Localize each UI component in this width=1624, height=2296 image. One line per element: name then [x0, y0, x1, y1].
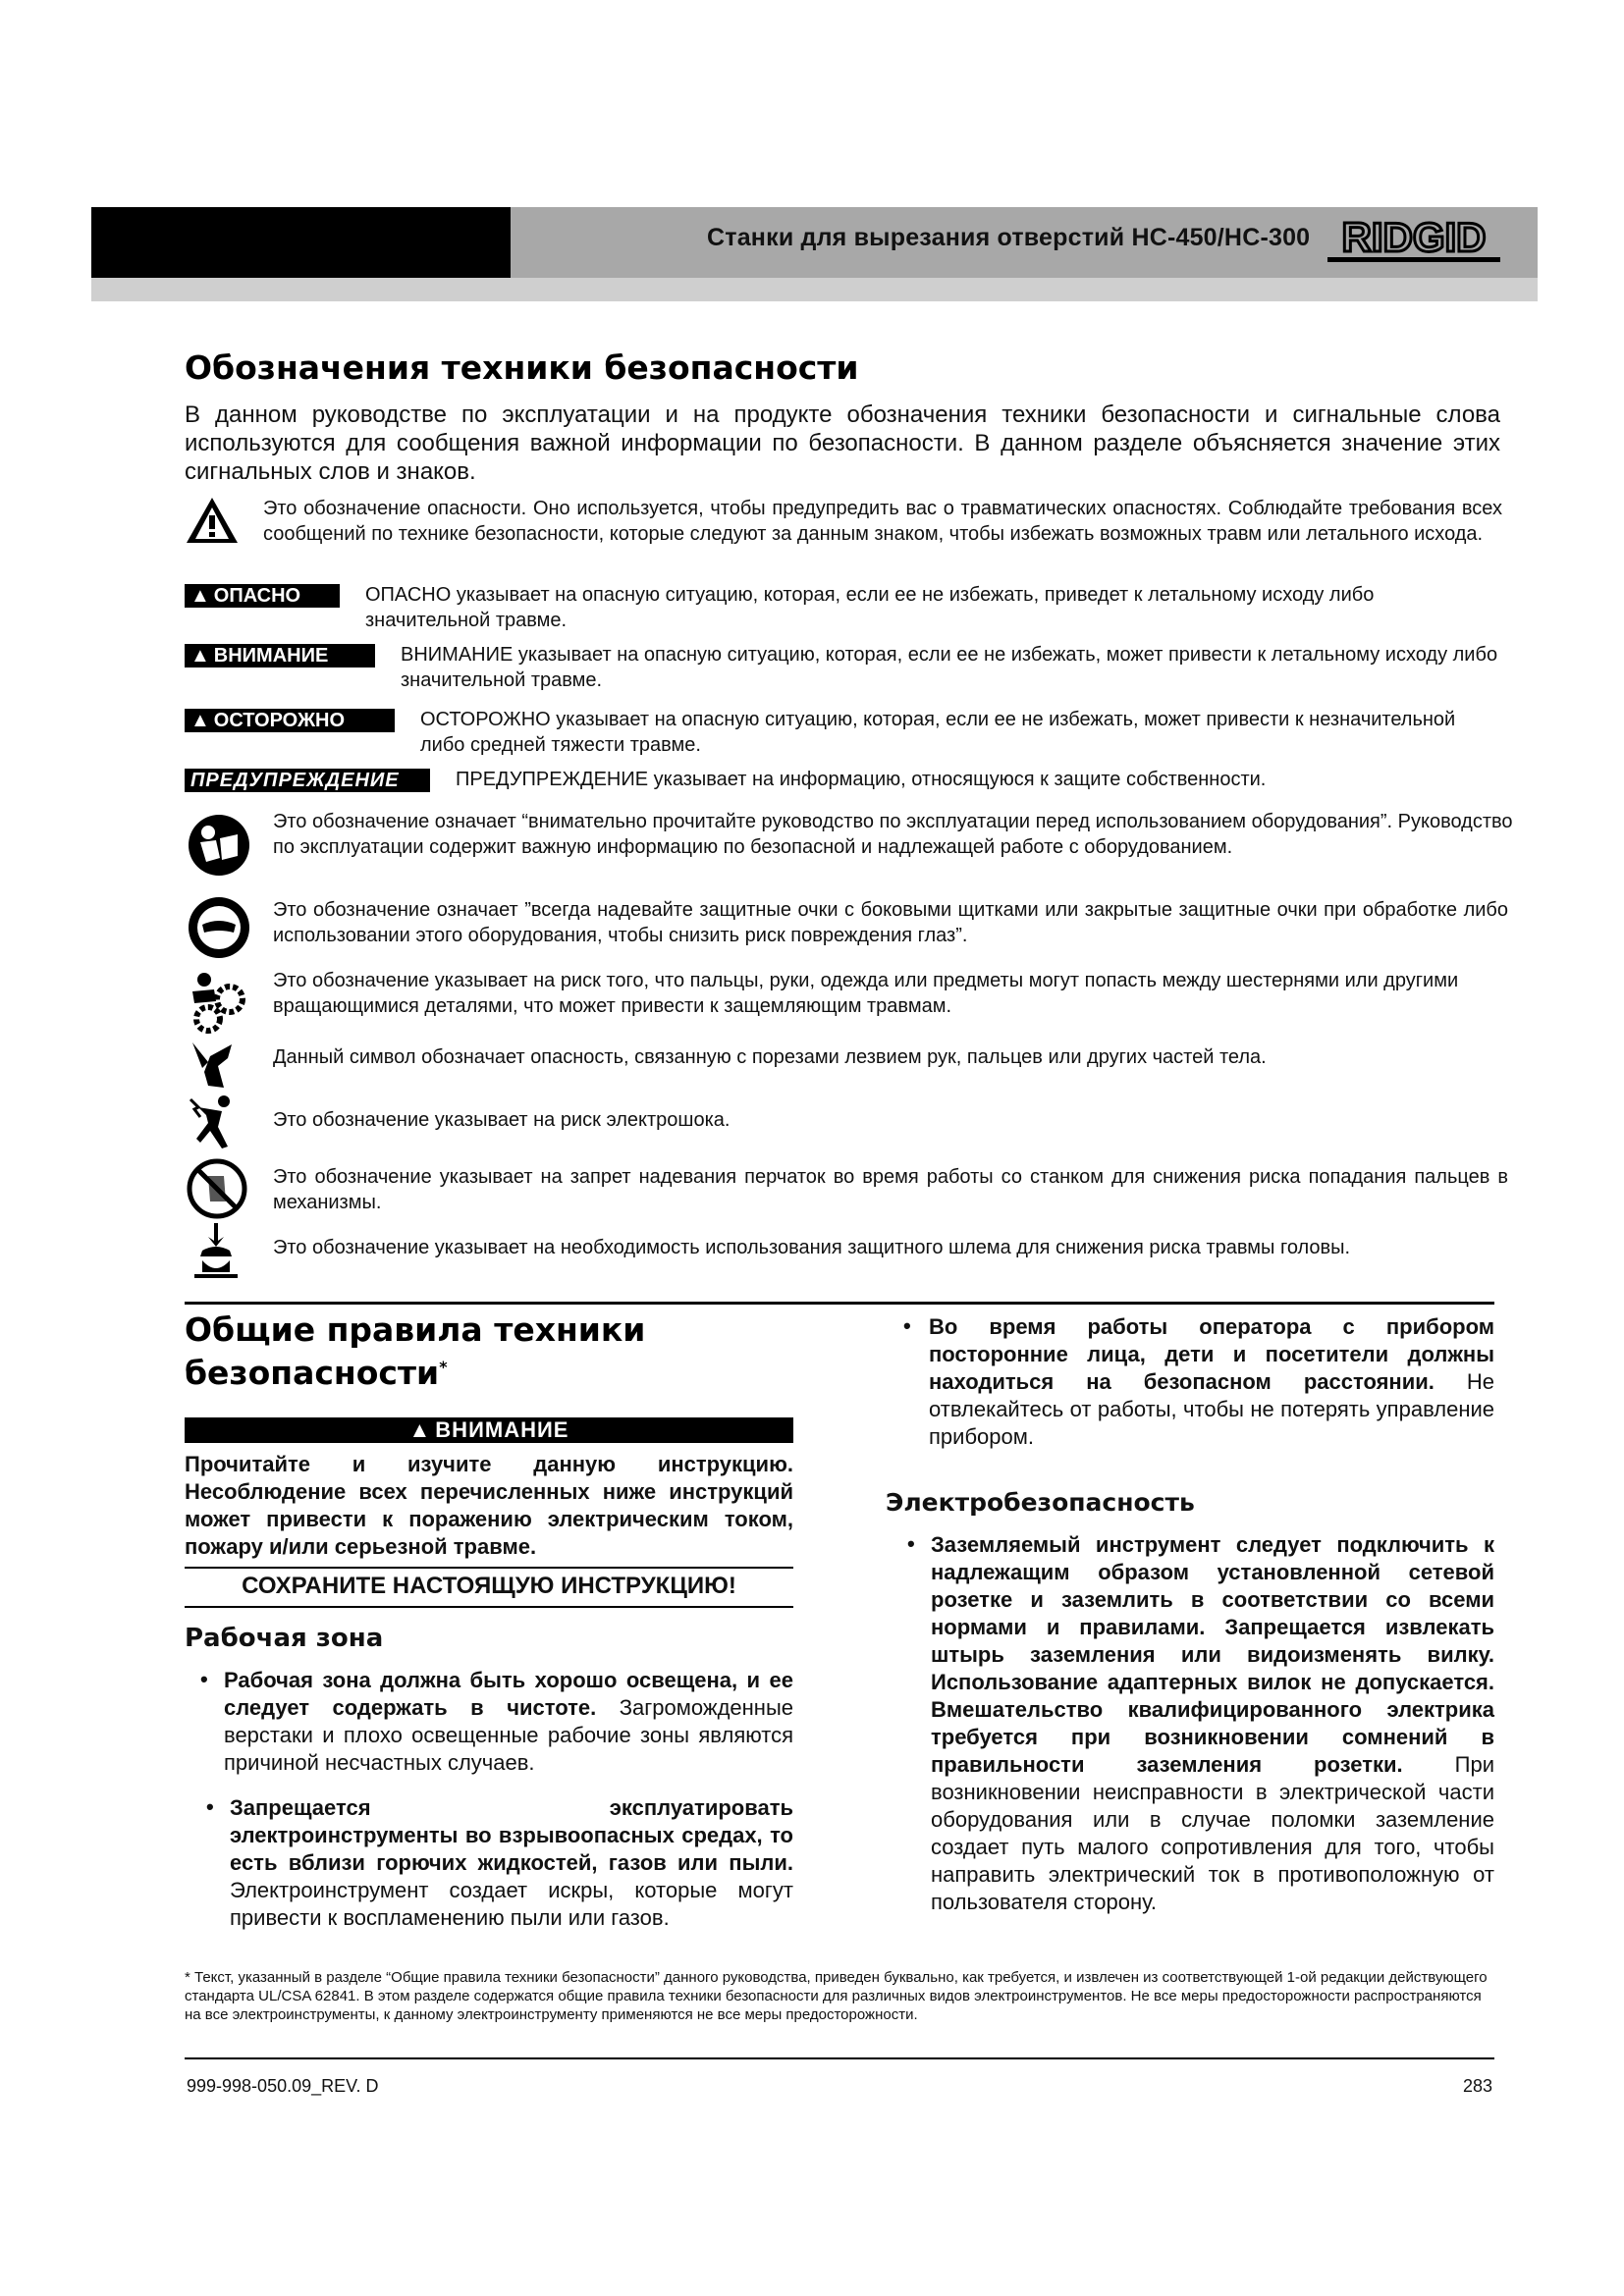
general-warning-badge: ▲ ВНИМАНИЕ [185, 1417, 793, 1443]
save-rule-bottom [185, 1606, 793, 1608]
symbol-safety-glasses-text: Это обозначение означает ”всегда надевайте защитные очки с боковыми щитками или закрытые защитные очки при обработке либо использовании этого оборудования, чтобы снизить риск повреждения глаз”. [273, 899, 1508, 946]
signal-danger-text: ОПАСНО указывает на опасную ситуацию, которая, если ее не избежать, приведет к летальному исходу либо значительной травме. [365, 584, 1375, 631]
save-instructions-text: СОХРАНИТЕ НАСТОЯЩУЮ ИНСТРУКЦИЮ! [242, 1573, 736, 1599]
signal-notice-text: ПРЕДУПРЕЖДЕНИЕ указывает на информацию, относящуюся к защите собственности. [456, 769, 1267, 790]
symbol-no-gloves-text: Это обозначение указывает на запрет надевания перчаток во время работы со станком для снижения риска попадания пальцев в механизмы. [273, 1166, 1508, 1213]
electric-bullet-1-dot: • [907, 1531, 915, 1556]
electric-safety-heading: Электробезопасность [886, 1488, 1195, 1517]
intro-paragraph: В данном руководстве по эксплуатации и на продукте обозначения техники безопасности и сигнальные слова используются для сообщения важной информации по безопасности. В данном разделе объясняется значение этих сигнальных слов и знаков. [185, 401, 1500, 485]
work-area-item-3: Во время работы оператора с прибором посторонние лица, дети и посетители должны находиться на безопасном расстоянии. Не отвлекайтесь от работы, чтобы не потерять управление прибором. [929, 1314, 1494, 1449]
header-black-bar [91, 207, 511, 278]
symbol-gear-crush-text: Это обозначение указывает на риск того, что пальцы, руки, одежда или предметы могут попасть между шестернями или другими вращающимися деталями, что может привести к защемляющим травмам. [273, 970, 1459, 1017]
work-area-bullet-2-dot: • [206, 1794, 214, 1819]
no-gloves-icon [187, 1158, 247, 1224]
work-area-item-2: Запрещается эксплуатировать электроинструменты во взрывоопасных средах, то есть вблизи горючих жидкостей, газов или пыли. Электроинструмент создает искры, которые могут привести к воспламенению пыли или газов. [230, 1795, 793, 1930]
badge-danger: ▲ ОПАСНО [185, 584, 340, 608]
footer-rule [185, 2057, 1494, 2059]
general-safety-title-mark: * [439, 1358, 448, 1376]
alert-symbol-text: Это обозначение опасности. Оно используется, чтобы предупредить вас о травматических опасностях. Соблюдайте требования всех сообщений по технике безопасности, которые следуют за данным знаком, чтобы избежать возможных травм или летального исхода. [263, 498, 1502, 545]
badge-warning: ▲ ВНИМАНИЕ [185, 644, 375, 667]
symbol-electric-shock-text: Это обозначение указывает на риск электрошока. [273, 1109, 731, 1131]
symbol-hard-hat-text: Это обозначение указывает на необходимость использования защитного шлема для снижения риска травмы головы. [273, 1237, 1351, 1258]
electric-shock-icon [189, 1094, 240, 1155]
page-number: 283 [1463, 2076, 1493, 2096]
ridgid-logo [1326, 214, 1502, 270]
brand-text: RIDGID [1341, 214, 1487, 260]
document-number: 999-998-050.09_REV. D [187, 2076, 379, 2096]
work-area-item-1: Рабочая зона должна быть хорошо освещена, и ее следует содержать в чистоте. Загроможденные верстаки и плохо освещенные рабочие зоны являются причиной несчастных случаев. [224, 1668, 793, 1775]
read-manual-icon [187, 813, 251, 882]
general-safety-title-line2: безопасности [185, 1354, 440, 1392]
section-divider [185, 1302, 1494, 1305]
alert-triangle-icon [185, 496, 240, 550]
symbol-cut-hand-text: Данный символ обозначает опасность, связанную с порезами лезвием рук, пальцев или других частей тела. [273, 1046, 1267, 1068]
header-title: Станки для вырезания отверстий HC-450/HC-300 [707, 224, 1311, 251]
symbol-read-manual-text: Это обозначение означает “внимательно прочитайте руководство по эксплуатации перед использованием оборудования”. Руководство по эксплуатации содержит важную информацию по безопасной и надлежащей работе с оборудованием. [273, 811, 1513, 858]
header-strip [91, 278, 1538, 301]
save-rule-top [185, 1567, 793, 1569]
electric-item-1: Заземляемый инструмент следует подключить к надлежащим образом установленной сетевой розетке и заземлить в соответствии со всеми нормами и правилами. Запрещается извлекать штырь заземления или видоизменять вилку. Использование адаптерных вилок не допускается. Вмешательство квалифицированного электрика требуется при возникновении сомнений в правильности заземления розетки. При возникновении неисправности в электрической части оборудования или в случае поломки заземление создает путь малого сопротивления для того, чтобы направить электрический ток в противоположную от пользователя сторону. [931, 1532, 1495, 1914]
work-area-bullet-3-dot: • [903, 1313, 911, 1338]
work-area-heading: Рабочая зона [185, 1624, 384, 1653]
hard-hat-icon [192, 1221, 240, 1285]
work-area-bullet-1-dot: • [200, 1667, 208, 1691]
gear-crush-icon [185, 968, 253, 1041]
footnote: * Текст, указанный в разделе “Общие правила техники безопасности” данного руководства, приведен буквально, как требуется, и извлечен из соответствующей 1-ой редакции действующего стандарта UL/CSA 62841. В этом разделе содержатся общие правила техники безопасности для различных видов электроинструментов. Не все меры предосторожности распространяются на все электроинструменты, к данному электроинструменту применяются не все меры предосторожности. [185, 1969, 1488, 2023]
general-safety-title-line1: Общие правила техники [185, 1310, 646, 1349]
safety-glasses-icon [187, 895, 251, 965]
section-title-safety-symbols: Обозначения техники безопасности [185, 348, 859, 387]
badge-notice: ПРЕДУПРЕЖДЕНИЕ [185, 769, 430, 792]
signal-warning-text: ВНИМАНИЕ указывает на опасную ситуацию, которая, если ее не избежать, может привести к летальному исходу либо значительной травме. [401, 644, 1498, 691]
badge-caution: ▲ ОСТОРОЖНО [185, 709, 395, 732]
signal-caution-text: ОСТОРОЖНО указывает на опасную ситуацию, которая, если ее не избежать, может привести к незначительной либо средней тяжести травме. [420, 709, 1456, 756]
general-warning-text: Прочитайте и изучите данную инструкцию. Несоблюдение всех перечисленных ниже инструкций может привести к поражению электрическим током, пожару и/или серьезной травме. [185, 1452, 793, 1559]
section-title-general-safety [185, 1311, 774, 1392]
cut-hand-icon [189, 1039, 234, 1095]
